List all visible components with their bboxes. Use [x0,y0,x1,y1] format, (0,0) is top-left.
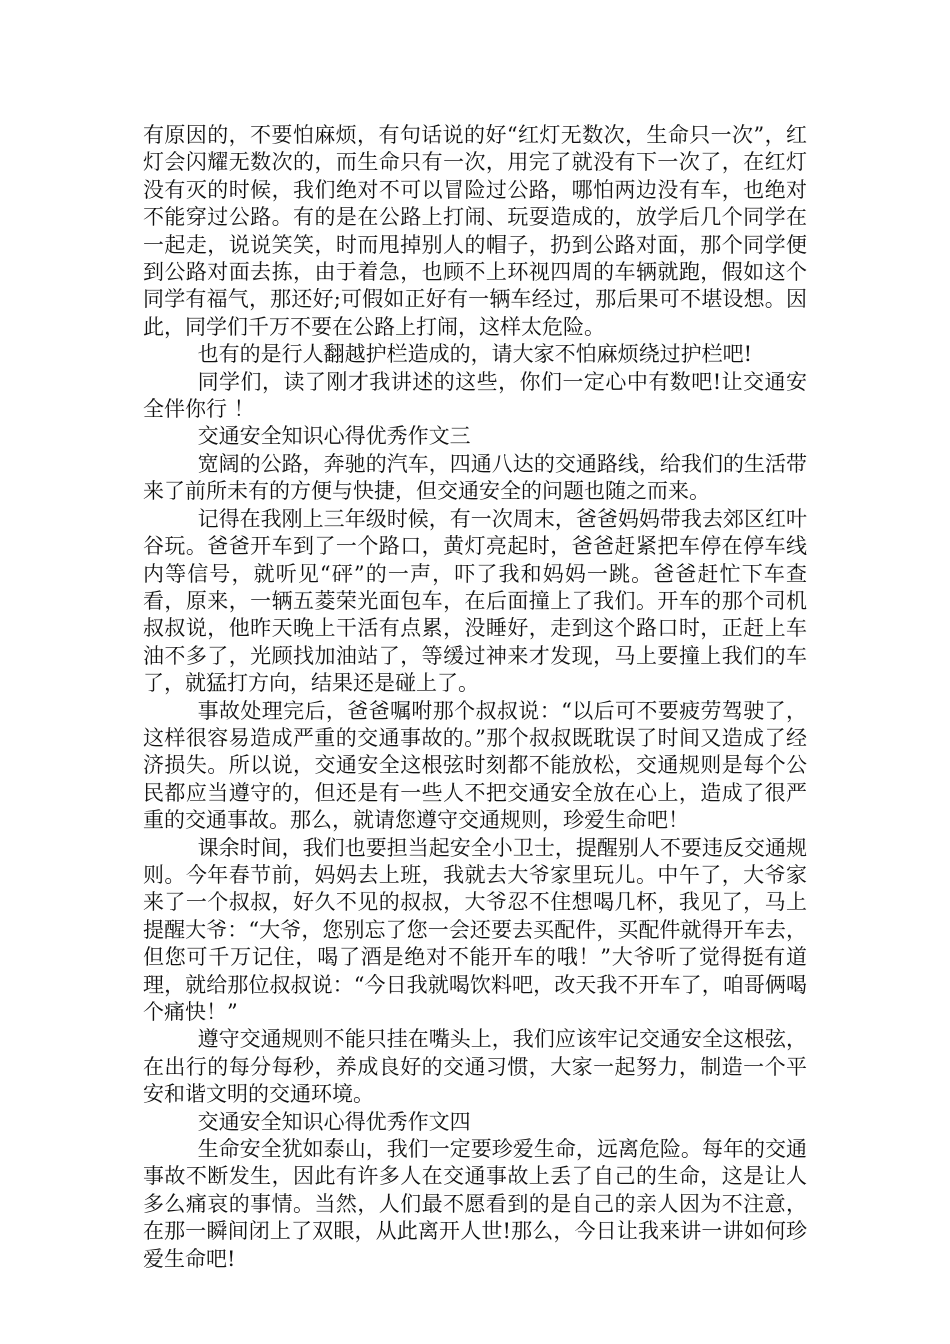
paragraph-6: 事故处理完后，爸爸嘱咐那个叔叔说：“以后可不要疲劳驾驶了，这样很容易造成严重的交通事故的。”那个叔叔既耽误了时间又造成了经济损失。所以说，交通安全这根弦时刻都不能放松，交通规则是每个公民都应当遵守的，但还是有一些人不把交通安全放在心上，造成了很严重的交通事故。那么，就请您遵守交通规则，珍爱生命吧！ [143,698,807,833]
section-heading-4: 交通安全知识心得优秀作文四 [197,1109,471,1134]
section-heading-3: 交通安全知识心得优秀作文三 [197,424,471,449]
paragraph-2: 也有的是行人翻越护栏造成的，请大家不怕麻烦绕过护栏吧! [197,342,753,367]
paragraph-4: 宽阔的公路，奔驰的汽车，四通八达的交通路线，给我们的生活带来了前所未有的方便与快捷，但交通安全的问题也随之而来。 [143,451,807,504]
paragraph-7: 课余时间，我们也要担当起安全小卫士，提醒别人不要违反交通规则。今年春节前，妈妈去上班，我就去大爷家里玩儿。中午了，大爷家来了一个叔叔，好久不见的叔叔，大爷忍不住想喝几杯，我见了，马上提醒大爷：“大爷，您别忘了您一会还要去买配件，买配件就得开车去，但您可千万记住，喝了酒是绝对不能开车的哦！”大爷听了觉得挺有道理，就给那位叔叔说：“今日我就喝饮料吧，改天我不开车了，咱哥俩喝个痛快！” [143,835,807,1024]
paragraph-8: 遵守交通规则不能只挂在嘴头上，我们应该牢记交通安全这根弦，在出行的每分每秒，养成良好的交通习惯，大家一起努力，制造一个平安和谐文明的交通环境。 [143,1027,807,1107]
paragraph-5: 记得在我刚上三年级时候，有一次周末，爸爸妈妈带我去郊区红叶谷玩。爸爸开车到了一个路口，黄灯亮起时，爸爸赶紧把车停在停车线内等信号，就听见“砰”的一声，吓了我和妈妈一跳。爸爸赶忙下车查看，原来，一辆五菱荣光面包车，在后面撞上了我们。开车的那个司机叔叔说，他昨天晚上干活有点累，没睡好，走到这个路口时，正赶上车油不多了，光顾找加油站了，等缓过神来才发现，马上要撞上我们的车了，就猛打方向，结果还是碰上了。 [143,506,807,696]
paragraph-1: 有原因的，不要怕麻烦，有句话说的好“红灯无数次，生命只一次”，红灯会闪耀无数次的，而生命只有一次，用完了就没有下一次了，在红灯没有灭的时候，我们绝对不可以冒险过公路，哪怕两边没有车，也绝对不能穿过公路。有的是在公路上打闹、玩耍造成的，放学后几个同学在一起走，说说笑笑，时而甩掉别人的帽子，扔到公路对面，那个同学便到公路对面去拣，由于着急，也顾不上环视四周的车辆就跑，假如这个同学有福气，那还好;可假如正好有一辆车经过，那后果可不堪设想。因此，同学们千万不要在公路上打闹，这样太危险。 [143,123,807,339]
paragraph-3: 同学们，读了刚才我讲述的这些，你们一定心中有数吧!让交通安全伴你行 ！ [143,369,807,422]
paragraph-9: 生命安全犹如泰山，我们一定要珍爱生命，远离危险。每年的交通事故不断发生，因此有许多人在交通事故上丢了自己的生命，这是让人多么痛哀的事情。当然，人们最不愿看到的是自己的亲人因为不注意，在那一瞬间闭上了双眼，从此离开人世!那么，今日让我来讲一讲如何珍爱生命吧! [143,1137,807,1271]
document-body [143,122,807,1273]
